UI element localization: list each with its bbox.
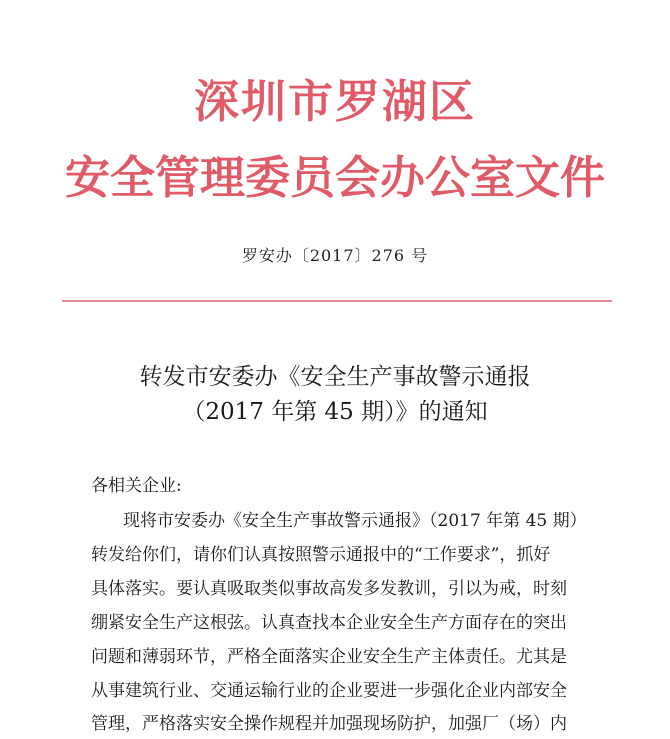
red-divider-line (62, 300, 612, 302)
document-title-line-2: （2017 年第 45 期）》的通知 (182, 399, 488, 425)
body-line: 问题和薄弱环节，严格全面落实企业安全生产主体责任。尤其是 (91, 647, 567, 667)
header-org-name: 深圳市罗湖区 (193, 75, 476, 128)
salutation: 各相关企业: (91, 476, 182, 496)
document-number: 罗安办〔2017〕276 号 (241, 246, 429, 265)
body-line: 转发给你们，请你们认真按照警示通报中的“工作要求”，抓好 (91, 545, 551, 565)
document-title-line-1: 转发市安委办《安全生产事故警示通报 (139, 364, 531, 390)
body-line: 现将市安委办《安全生产事故警示通报》（2017 年第 45 期） (123, 511, 587, 531)
header-office-name: 安全管理委员会办公室文件 (64, 151, 605, 204)
body-line: 绷紧安全生产这根弦。认真查找本企业安全生产方面存在的突出 (91, 613, 567, 633)
body-line: 管理，严格落实安全操作规程并加强现场防护，加强厂（场）内 (91, 714, 567, 734)
body-line: 具体落实。要认真吸取类似事故高发多发教训，引以为戒，时刻 (91, 579, 567, 599)
body-line: 从事建筑行业、交通运输行业的企业要进一步强化企业内部安全 (91, 681, 567, 701)
